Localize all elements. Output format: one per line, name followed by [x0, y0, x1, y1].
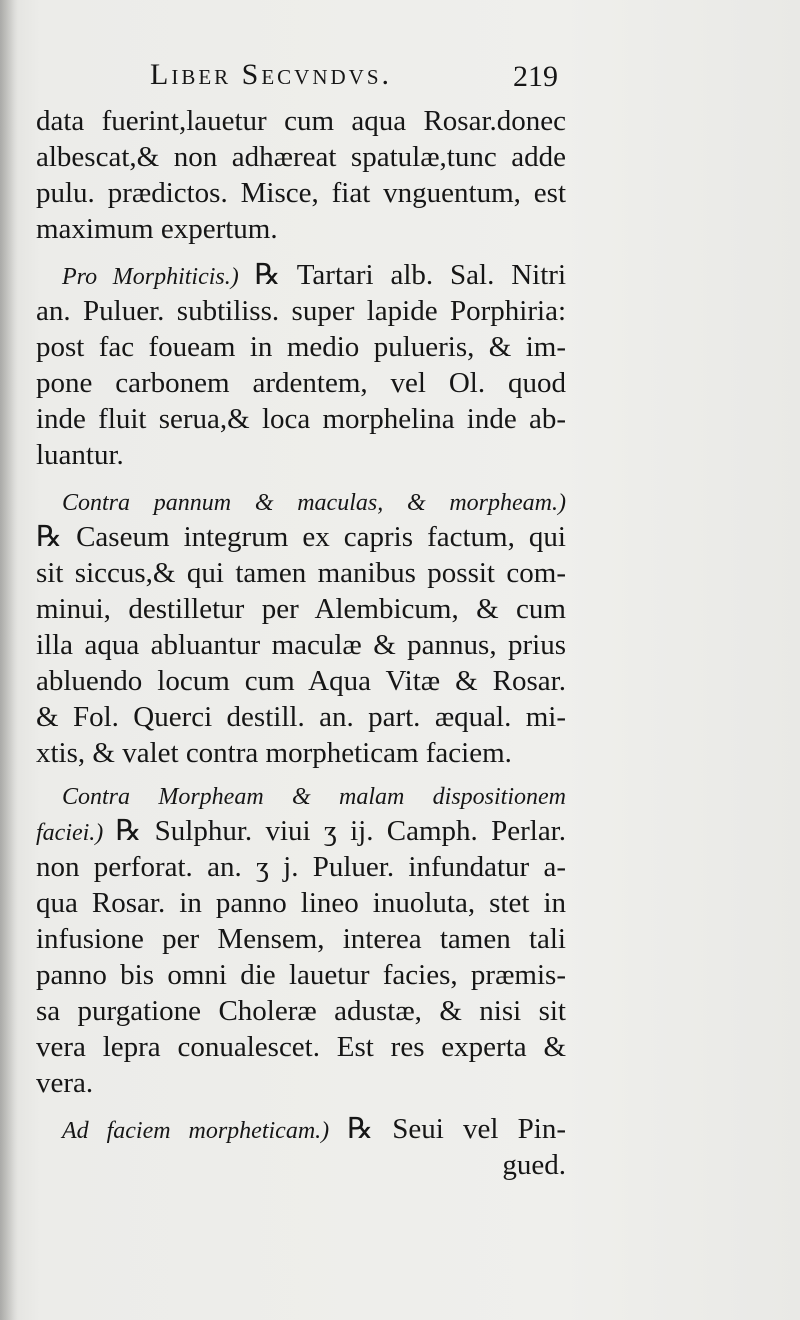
line-text: qua Rosar. in panno lineo inuoluta, stet in	[36, 887, 566, 919]
line-text: an. Puluer. subtiliss. super lapide Porphiria:	[36, 295, 566, 327]
text-line	[36, 994, 566, 1028]
italic-heading: Contra pannum & maculas, & morpheam.)	[62, 490, 566, 516]
text-line	[36, 520, 566, 554]
text-line	[36, 922, 566, 956]
text-line	[36, 176, 566, 210]
line-text: data fuerint,lauetur cum aqua Rosar.donec	[36, 105, 566, 137]
italic-heading: Pro Morphiticis.)	[62, 264, 255, 290]
line-text: sit siccus,& qui tamen manibus possit com-	[36, 557, 566, 589]
line-text: illa aqua abluantur maculæ & pannus, prius	[36, 629, 566, 661]
text-line	[36, 664, 566, 698]
line-text: vera lepra conualescet. Est res experta &	[36, 1031, 566, 1063]
line-text: non perforat. an. ʒ j. Puluer. infundatur a-	[36, 851, 566, 883]
italic-heading: Ad faciem morpheticam.)	[62, 1118, 348, 1144]
italic-heading: faciei.)	[36, 820, 116, 846]
text-line	[36, 886, 566, 920]
text-line	[36, 1030, 566, 1064]
line-text: panno bis omni die lauetur facies, præmis-	[36, 959, 566, 991]
line-text: pulu. prædictos. Misce, fiat vnguentum, est	[36, 177, 566, 209]
line-text: albescat,& non adhæreat spatulæ,tunc adde	[36, 141, 566, 173]
line-text: vera.	[36, 1067, 94, 1099]
line-text: abluendo locum cum Aqua Vitæ & Rosar.	[36, 665, 566, 697]
text-line	[36, 592, 566, 626]
text-line	[36, 700, 566, 734]
text-line	[36, 736, 566, 770]
text-line	[36, 402, 566, 436]
text-line	[62, 1112, 566, 1148]
line-text: ℞ Sulphur. viui ʒ ij. Camph. Perlar.	[115, 815, 566, 847]
running-head: Liber Secvndvs.	[150, 58, 393, 91]
text-line	[36, 330, 566, 364]
line-text: xtis, & valet contra morpheticam faciem.	[36, 737, 512, 769]
line-text: & Fol. Querci destill. an. part. æqual. mi-	[36, 701, 566, 733]
line-text: ℞ Caseum integrum ex capris factum, qui	[36, 521, 566, 553]
text-line	[36, 850, 566, 884]
line-text: infusione per Mensem, interea tamen tali	[36, 923, 566, 955]
gutter-shadow	[0, 0, 18, 1320]
text-line	[36, 628, 566, 662]
text-line	[36, 140, 566, 174]
catchword: gued.	[502, 1149, 566, 1181]
line-text: inde fluit serua,& loca morphelina inde ab-	[36, 403, 566, 435]
text-line	[62, 258, 566, 294]
text-line	[62, 484, 566, 520]
line-text: ℞ Seui vel Pin-	[347, 1113, 566, 1145]
text-line	[36, 438, 566, 472]
line-text: ℞ Tartari alb. Sal. Nitri	[254, 259, 566, 291]
line-text: pone carbonem ardentem, vel Ol. quod	[36, 367, 566, 399]
text-line	[36, 212, 566, 246]
italic-heading: Contra Morpheam & malam dispositionem	[62, 784, 566, 810]
line-text: sa purgatione Choleræ adustæ, & nisi sit	[36, 995, 566, 1027]
text-line	[36, 294, 566, 328]
text-line	[36, 958, 566, 992]
text-line	[36, 556, 566, 590]
text-line	[36, 366, 566, 400]
line-text: post fac foueam in medio pulueris, & im-	[36, 331, 566, 363]
text-line	[36, 814, 566, 850]
text-line	[62, 778, 566, 814]
line-text: luantur.	[36, 439, 124, 471]
text-line	[36, 104, 566, 138]
line-text: maximum expertum.	[36, 213, 278, 245]
line-text: minui, destilletur per Alembicum, & cum	[36, 593, 566, 625]
text-line	[36, 1066, 566, 1100]
page-number: 219	[513, 60, 558, 93]
